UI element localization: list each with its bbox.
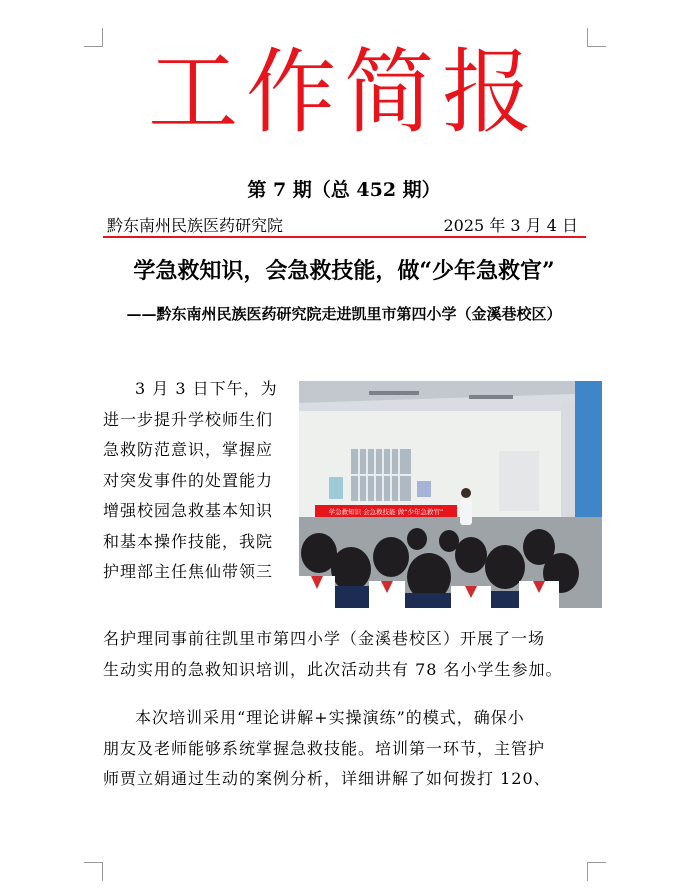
meta-row xyxy=(103,214,586,238)
article-headline: 学急救知识，会急救技能，做“少年急救官” xyxy=(133,258,555,284)
text-line: 护理部主任焦仙带领三 xyxy=(103,562,274,581)
text-line: 和基本操作技能，我院 xyxy=(103,531,274,551)
text-line: 对突发事件的处置能力 xyxy=(103,470,274,490)
banner-text: 学急救知识 会急救技能 做“少年急救官” xyxy=(328,508,444,516)
paragraph-1-full-width xyxy=(103,624,593,685)
issue-number: 第 7 期（总 452 期） xyxy=(247,179,441,201)
article-subheadline: ——黔东南州民族医药研究院走进凯里市第四小学（金溪巷校区） xyxy=(126,305,562,323)
corner-mark-bottom-right xyxy=(587,862,606,881)
text-line: 增强校园急救基本知识 xyxy=(103,501,274,520)
corner-mark-bottom-left xyxy=(84,862,103,881)
header-divider xyxy=(103,236,586,238)
organization-name: 黔东南州民族医药研究院 xyxy=(107,216,284,235)
text-line: 本次培训采用“理论讲解+实操演练”的模式，确保小 xyxy=(135,708,525,727)
text-line: 朋友及老师能够系统掌握急救技能。培训第一环节，主管护 xyxy=(103,738,546,758)
training-photo xyxy=(299,381,602,608)
training-photo-illustration xyxy=(299,381,602,608)
text-line: 3 月 3 日下午，为 xyxy=(135,379,278,398)
text-line: 名护理同事前往凯里市第四小学（金溪巷校区）开展了一场 xyxy=(103,629,546,648)
paragraph-1-wrapped xyxy=(103,374,293,588)
masthead-title: 工作简报 xyxy=(147,39,541,146)
text-line: 师贾立娟通过生动的案例分析，详细讲解了如何拨打 120、 xyxy=(103,769,551,788)
publish-date: 2025 年 3 月 4 日 xyxy=(443,216,578,235)
text-line: 进一步提升学校师生们 xyxy=(103,409,274,429)
paragraph-2 xyxy=(103,703,593,795)
text-line: 生动实用的急救知识培训，此次活动共有 78 名小学生参加。 xyxy=(103,659,563,679)
text-line: 急救防范意识，掌握应 xyxy=(103,440,274,459)
